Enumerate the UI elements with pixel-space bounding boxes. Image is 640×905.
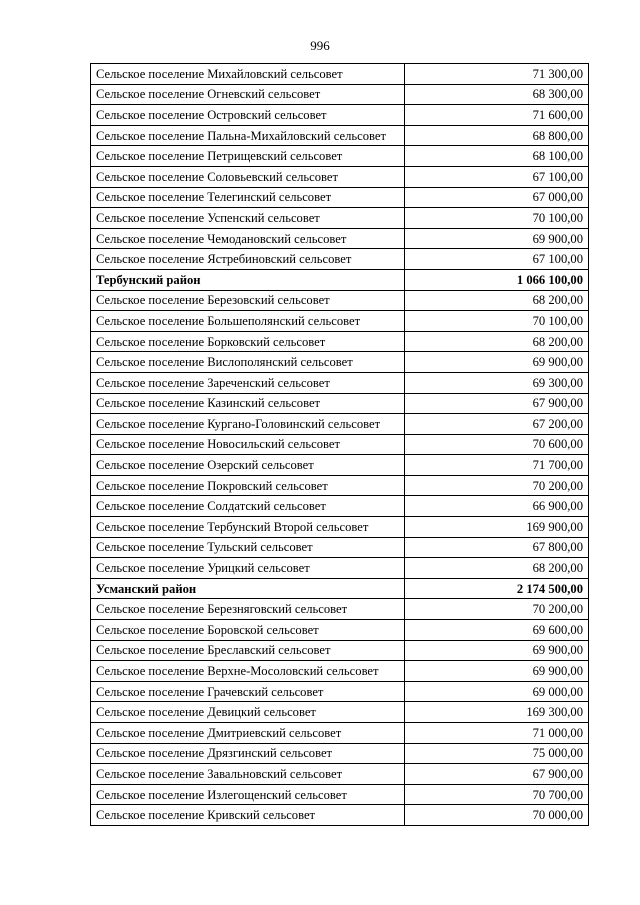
district-amount-cell: 2 174 500,00 xyxy=(405,578,589,599)
page-number: 996 xyxy=(310,38,330,53)
table-row xyxy=(91,681,589,702)
settlement-name-cell: Сельское поселение Огневский сельсовет xyxy=(91,84,405,105)
settlement-amount-cell: 71 300,00 xyxy=(405,64,589,85)
district-amount-cell: 1 066 100,00 xyxy=(405,269,589,290)
settlement-name-cell: Сельское поселение Вислополянский сельсовет xyxy=(91,352,405,373)
settlement-amount-cell: 67 200,00 xyxy=(405,414,589,435)
settlement-name-cell: Сельское поселение Чемодановский сельсовет xyxy=(91,228,405,249)
settlement-name-cell: Сельское поселение Островский сельсовет xyxy=(91,105,405,126)
settlement-amount-cell: 70 100,00 xyxy=(405,311,589,332)
settlement-amount-cell: 69 000,00 xyxy=(405,681,589,702)
table-row xyxy=(91,414,589,435)
settlement-amount-cell: 71 600,00 xyxy=(405,105,589,126)
settlement-amount-cell: 169 900,00 xyxy=(405,517,589,538)
settlement-name-cell: Сельское поселение Березовский сельсовет xyxy=(91,290,405,311)
settlement-amount-cell: 69 900,00 xyxy=(405,661,589,682)
settlement-amount-cell: 69 300,00 xyxy=(405,372,589,393)
settlement-name-cell: Сельское поселение Грачевский сельсовет xyxy=(91,681,405,702)
settlement-name-cell: Сельское поселение Озерский сельсовет xyxy=(91,455,405,476)
table-row xyxy=(91,434,589,455)
settlement-name-cell: Сельское поселение Завальновский сельсовет xyxy=(91,764,405,785)
table-row xyxy=(91,784,589,805)
settlement-amount-cell: 67 000,00 xyxy=(405,187,589,208)
table-row xyxy=(91,475,589,496)
table-row xyxy=(91,640,589,661)
settlement-name-cell: Сельское поселение Излегощенский сельсовет xyxy=(91,784,405,805)
settlement-amount-cell: 169 300,00 xyxy=(405,702,589,723)
table-row xyxy=(91,125,589,146)
table-row xyxy=(91,146,589,167)
settlement-name-cell: Сельское поселение Девицкий сельсовет xyxy=(91,702,405,723)
table-row xyxy=(91,311,589,332)
settlement-name-cell: Сельское поселение Телегинский сельсовет xyxy=(91,187,405,208)
table-row xyxy=(91,805,589,826)
table-row xyxy=(91,558,589,579)
table-row xyxy=(91,743,589,764)
settlement-amount-cell: 68 100,00 xyxy=(405,146,589,167)
settlement-name-cell: Сельское поселение Кургано-Головинский сельсовет xyxy=(91,414,405,435)
settlement-name-cell: Сельское поселение Дрязгинский сельсовет xyxy=(91,743,405,764)
table-row xyxy=(91,166,589,187)
settlement-name-cell: Сельское поселение Покровский сельсовет xyxy=(91,475,405,496)
settlement-name-cell: Сельское поселение Борковский сельсовет xyxy=(91,331,405,352)
settlement-name-cell: Сельское поселение Большеполянский сельсовет xyxy=(91,311,405,332)
settlement-amount-cell: 70 200,00 xyxy=(405,599,589,620)
settlement-amount-cell: 70 000,00 xyxy=(405,805,589,826)
table-row xyxy=(91,352,589,373)
table-row xyxy=(91,84,589,105)
table-row xyxy=(91,537,589,558)
settlement-amount-cell: 70 600,00 xyxy=(405,434,589,455)
table-row xyxy=(91,620,589,641)
settlement-amount-cell: 67 800,00 xyxy=(405,537,589,558)
settlement-name-cell: Сельское поселение Петрищевский сельсовет xyxy=(91,146,405,167)
settlement-name-cell: Сельское поселение Солдатский сельсовет xyxy=(91,496,405,517)
allocation-table xyxy=(90,63,589,826)
settlement-name-cell: Сельское поселение Новосильский сельсовет xyxy=(91,434,405,455)
settlement-name-cell: Сельское поселение Ястребиновский сельсовет xyxy=(91,249,405,270)
table-row xyxy=(91,393,589,414)
table-row xyxy=(91,372,589,393)
settlement-name-cell: Сельское поселение Дмитриевский сельсовет xyxy=(91,723,405,744)
table-row xyxy=(91,249,589,270)
table-row xyxy=(91,228,589,249)
settlement-name-cell: Сельское поселение Пальна-Михайловский сельсовет xyxy=(91,125,405,146)
settlement-amount-cell: 68 200,00 xyxy=(405,331,589,352)
table-row xyxy=(91,661,589,682)
settlement-amount-cell: 67 900,00 xyxy=(405,764,589,785)
district-total-row xyxy=(91,578,589,599)
table-row xyxy=(91,208,589,229)
district-total-row xyxy=(91,269,589,290)
settlement-name-cell: Сельское поселение Урицкий сельсовет xyxy=(91,558,405,579)
settlement-amount-cell: 71 000,00 xyxy=(405,723,589,744)
settlement-name-cell: Сельское поселение Кривский сельсовет xyxy=(91,805,405,826)
settlement-name-cell: Сельское поселение Бреславский сельсовет xyxy=(91,640,405,661)
settlement-amount-cell: 68 800,00 xyxy=(405,125,589,146)
settlement-name-cell: Сельское поселение Казинский сельсовет xyxy=(91,393,405,414)
allocation-table-body xyxy=(91,64,589,826)
settlement-amount-cell: 67 100,00 xyxy=(405,249,589,270)
table-row xyxy=(91,702,589,723)
settlement-amount-cell: 69 900,00 xyxy=(405,228,589,249)
table-row xyxy=(91,290,589,311)
settlement-amount-cell: 70 100,00 xyxy=(405,208,589,229)
settlement-name-cell: Сельское поселение Тербунский Второй сельсовет xyxy=(91,517,405,538)
district-name-cell: Усманский район xyxy=(91,578,405,599)
settlement-amount-cell: 70 200,00 xyxy=(405,475,589,496)
settlement-amount-cell: 66 900,00 xyxy=(405,496,589,517)
table-row xyxy=(91,764,589,785)
settlement-amount-cell: 68 300,00 xyxy=(405,84,589,105)
settlement-amount-cell: 71 700,00 xyxy=(405,455,589,476)
settlement-amount-cell: 69 900,00 xyxy=(405,640,589,661)
table-row xyxy=(91,723,589,744)
settlement-name-cell: Сельское поселение Михайловский сельсовет xyxy=(91,64,405,85)
district-name-cell: Тербунский район xyxy=(91,269,405,290)
table-row xyxy=(91,331,589,352)
table-row xyxy=(91,187,589,208)
settlement-amount-cell: 69 900,00 xyxy=(405,352,589,373)
settlement-amount-cell: 68 200,00 xyxy=(405,290,589,311)
table-row xyxy=(91,496,589,517)
settlement-amount-cell: 70 700,00 xyxy=(405,784,589,805)
settlement-amount-cell: 68 200,00 xyxy=(405,558,589,579)
settlement-amount-cell: 69 600,00 xyxy=(405,620,589,641)
settlement-name-cell: Сельское поселение Соловьевский сельсовет xyxy=(91,166,405,187)
settlement-name-cell: Сельское поселение Березняговский сельсовет xyxy=(91,599,405,620)
table-row xyxy=(91,599,589,620)
settlement-amount-cell: 75 000,00 xyxy=(405,743,589,764)
settlement-name-cell: Сельское поселение Успенский сельсовет xyxy=(91,208,405,229)
settlement-name-cell: Сельское поселение Боровской сельсовет xyxy=(91,620,405,641)
table-row xyxy=(91,64,589,85)
table-row xyxy=(91,517,589,538)
settlement-amount-cell: 67 900,00 xyxy=(405,393,589,414)
table-row xyxy=(91,105,589,126)
table-row xyxy=(91,455,589,476)
settlement-amount-cell: 67 100,00 xyxy=(405,166,589,187)
settlement-name-cell: Сельское поселение Верхне-Мосоловский сельсовет xyxy=(91,661,405,682)
settlement-name-cell: Сельское поселение Тульский сельсовет xyxy=(91,537,405,558)
settlement-name-cell: Сельское поселение Зареченский сельсовет xyxy=(91,372,405,393)
